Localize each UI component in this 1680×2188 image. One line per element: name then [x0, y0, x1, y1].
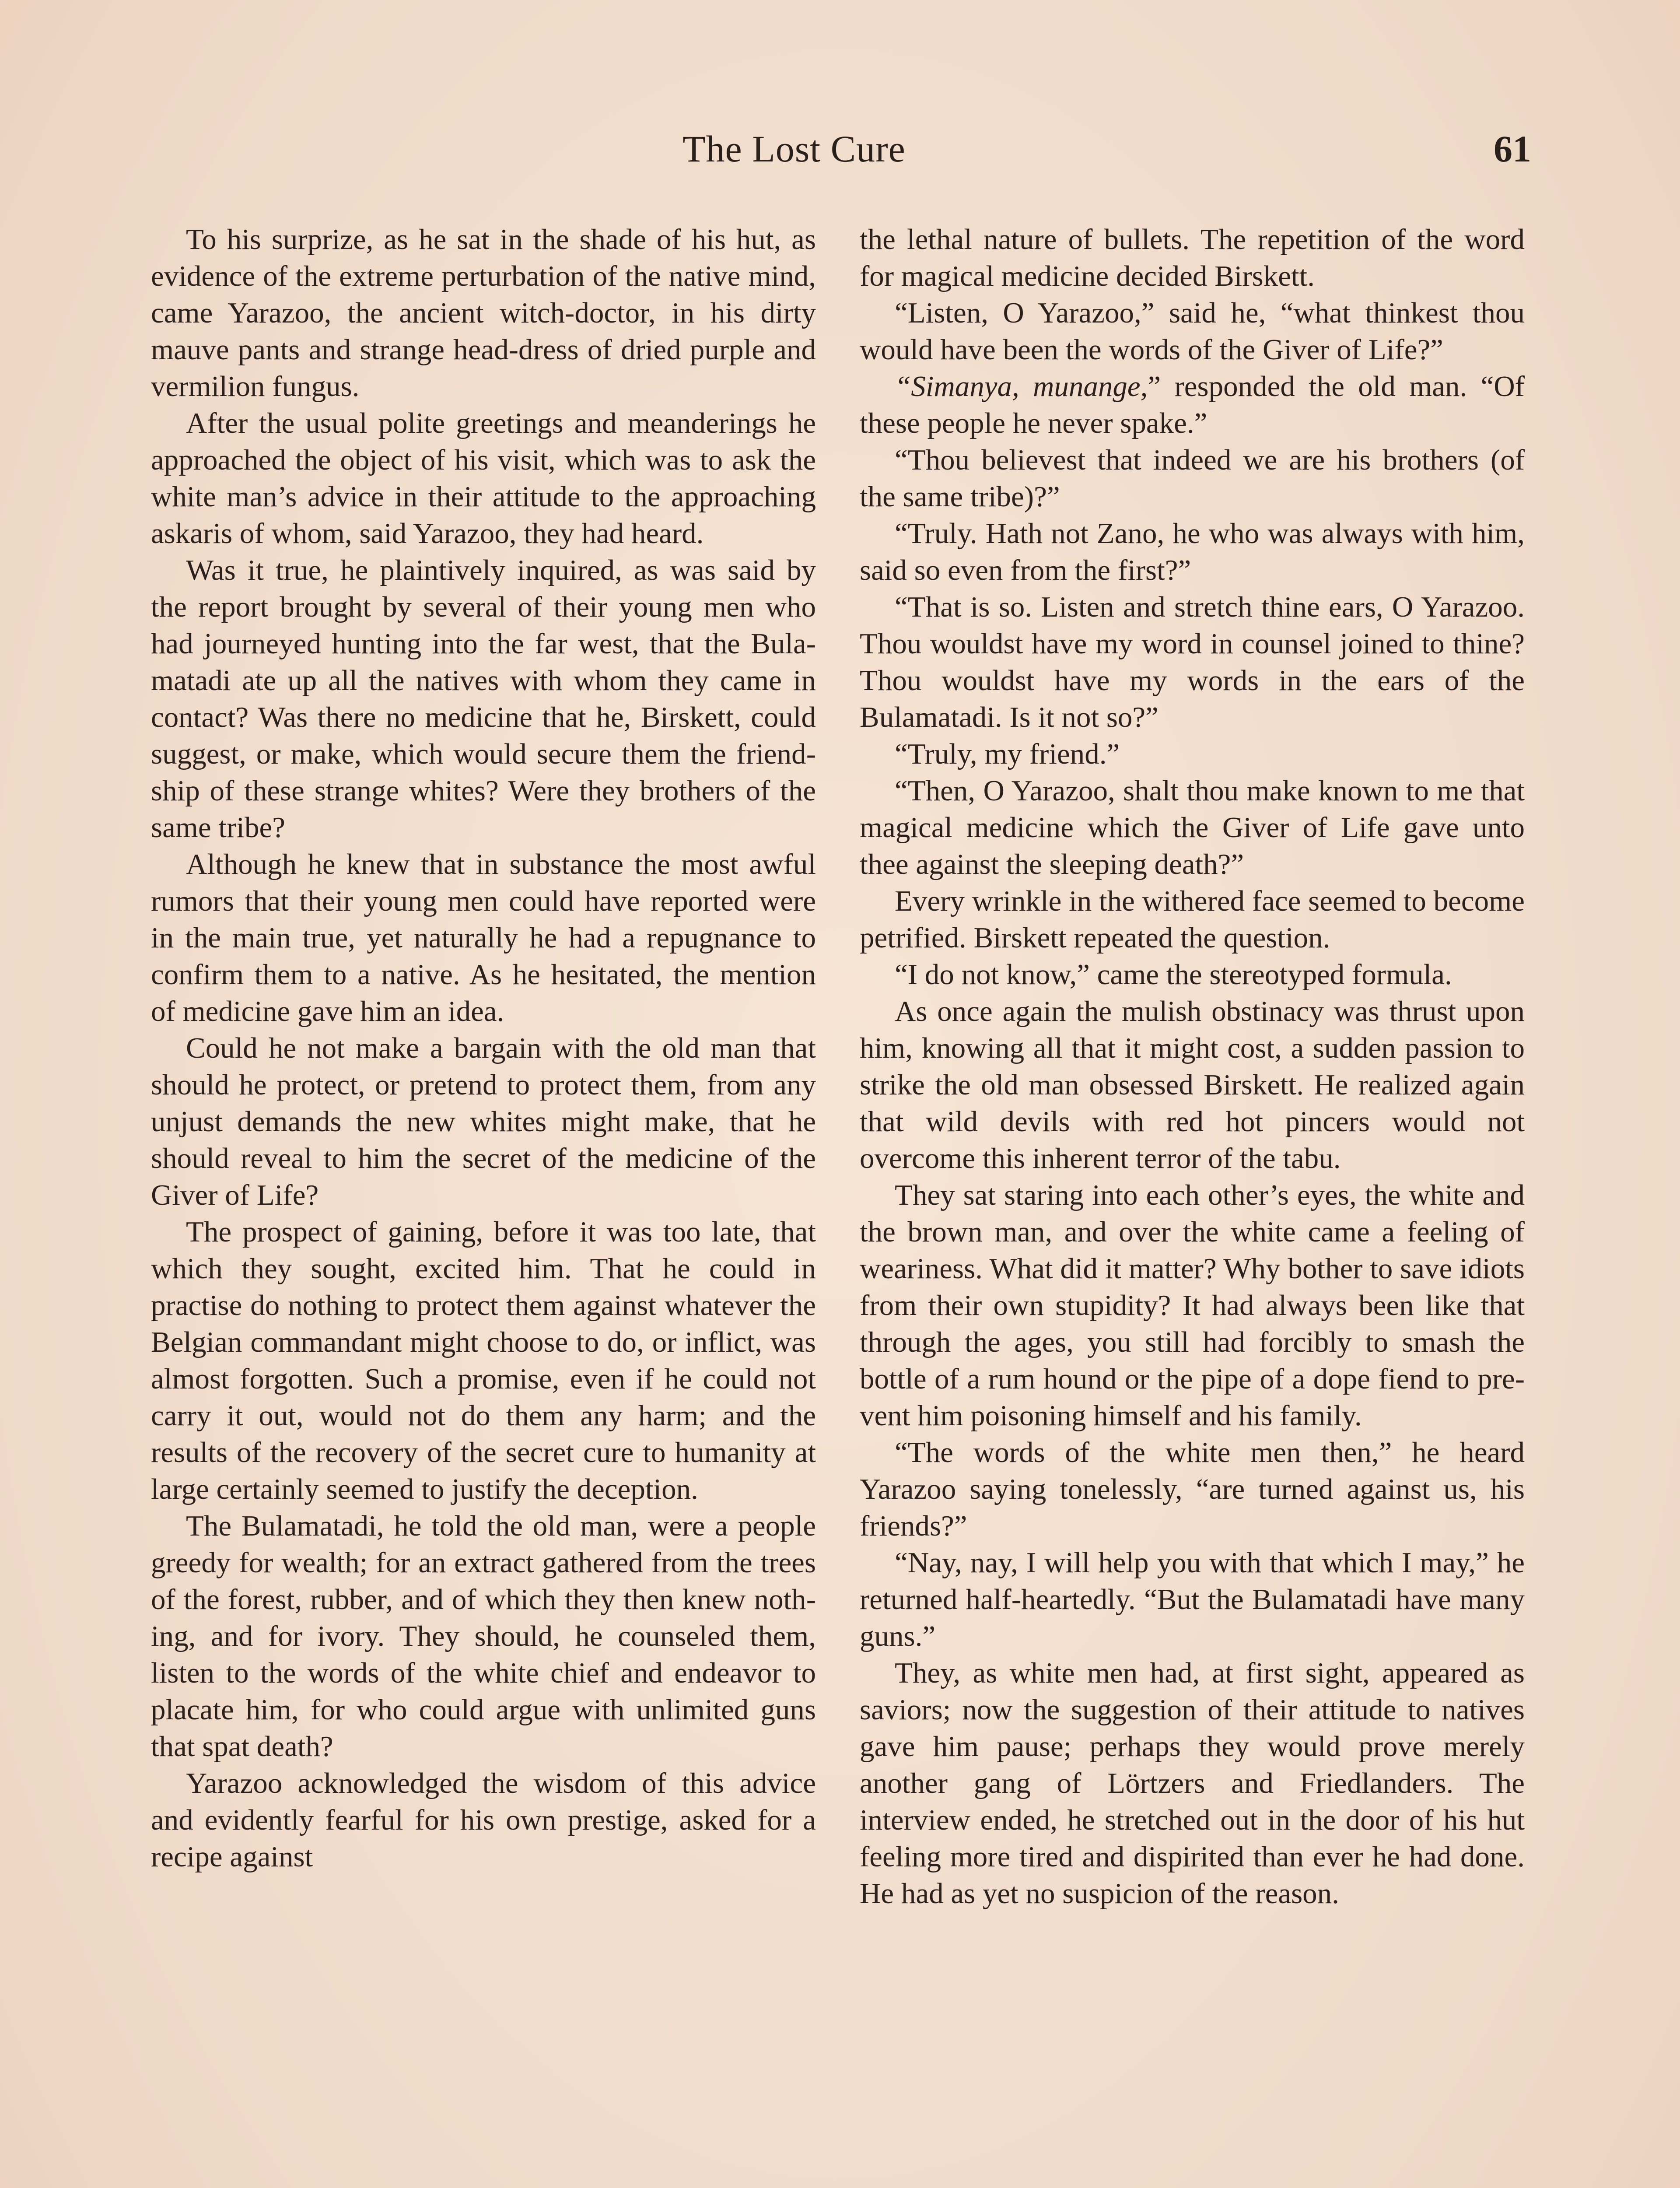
paragraph — [151, 1213, 816, 1508]
paragraph-text: As once again the mulish obstinacy was thrust upon him, knowing all that it might cost, a sudden passion to strike the old man obsessed Birskett. He realized again that wild devils with red hot pincers would not overcome this inherent terror of the tabu. — [860, 995, 1525, 1175]
italic-phrase: “Simanya, munange, — [895, 370, 1148, 403]
paragraph-text: “Listen, O Yarazoo,” said he, “what thinkest thou would have been the words of the Giver of Life?” — [860, 297, 1525, 366]
paragraph — [860, 442, 1525, 515]
paragraph-text: “Thou believest that indeed we are his brothers (of the same tribe)?” — [860, 444, 1525, 513]
paragraph-text: They, as white men had, at first sight, appeared as saviors; now the suggestion of their attitude to natives gave him pause; perhaps they would prove merely another gang of Lörtzers and Friedlanders. The interview ended, he stretched out in the door of his hut feeling more tired and dispirited than ever he had done. He had as yet no suspicion of the reason. — [860, 1657, 1525, 1910]
paragraph — [860, 589, 1525, 736]
paragraph-text: Every wrinkle in the withered face seemed to become petrified. Birskett repeated the question. — [860, 885, 1525, 954]
paragraph-text: Could he not make a bargain with the old man that should he protect, or pretend to protect them, from any unjust demands the new whites might make, that he should reveal to him the secret of the medicine of the Giver of Life? — [151, 1032, 816, 1211]
paragraph — [151, 1030, 816, 1213]
paragraph — [151, 221, 816, 405]
paragraph-text: The prospect of gaining, before it was too late, that which they sought, excited him. That he could in practise do nothing to protect them against whatever the Belgian commandant might choose to do, or inflict, was almost forgotten. Such a promise, even if he could not carry it out, would not do them any harm; and the results of the recovery of the secret cure to humanity at large certainly seemed to justify the deception. — [151, 1216, 816, 1505]
paragraph-text: “Nay, nay, I will help you with that which I may,” he returned half-heartedly. “But the Bulamatadi have many guns.” — [860, 1546, 1525, 1652]
paragraph — [860, 883, 1525, 956]
paragraph-text: Was it true, he plaintively inquired, as was said by the report brought by several of their young men who had journeyed hunting into the far west, that the Bulamatadi ate up all the natives with whom they came in contact? Was there no medicine that he, Birskett, could suggest, or make, which would secure them the friendship of these strange whites? Were they brothers of the same tribe? — [151, 554, 816, 844]
paragraph — [860, 1434, 1525, 1544]
right-column — [860, 221, 1525, 1912]
paragraph-text: ” responded the old man. “Of these people he never spake.” — [860, 370, 1525, 439]
paragraph-text: After the usual polite greetings and meanderings he approached the object of his visit, which was to ask the white man’s advice in their attitude to the approaching askaris of whom, said Yarazoo, they had heard. — [151, 407, 816, 550]
paragraph — [860, 1177, 1525, 1434]
paragraph-text: The Bulamatadi, he told the old man, were a people greedy for wealth; for an extract gathered from the trees of the forest, rubber, and of which they then knew nothing, and for ivory. They should, he counseled them, listen to the words of the white chief and endeavor to placate him, for who could argue with unlimited guns that spat death? — [151, 1510, 816, 1763]
paragraph — [860, 1655, 1525, 1912]
paragraph — [151, 1765, 816, 1875]
paragraph-text: “Then, O Yarazoo, shalt thou make known to me that magical medicine which the Giver of Life gave unto thee against the sleeping death?” — [860, 775, 1525, 880]
paragraph-text: Yarazoo acknowledged the wisdom of this advice and evidently fearful for his own prestige, asked for a recipe against — [151, 1767, 816, 1873]
paragraph — [151, 552, 816, 846]
paragraph — [860, 295, 1525, 368]
paragraph — [151, 846, 816, 1030]
page-number: 61 — [1494, 128, 1531, 170]
paragraph — [860, 221, 1525, 295]
paragraph — [860, 368, 1525, 442]
paragraph — [860, 515, 1525, 589]
paragraph — [860, 993, 1525, 1177]
paragraph — [860, 736, 1525, 772]
paragraph-text: They sat staring into each other’s eyes, the white and the brown man, and over the white came a feeling of weariness. What did it matter? Why bother to save idiots from their own stupidity? It had always been like that through the ages, you still had forcibly to smash the bottle of a rum hound or the pipe of a dope fiend to prevent him poisoning himself and his family. — [860, 1179, 1525, 1432]
running-title: The Lost Cure — [682, 128, 906, 170]
paragraph-text: “That is so. Listen and stretch thine ears, O Yarazoo. Thou wouldst have my word in counsel joined to thine? Thou wouldst have my words in the ears of the Bulamatadi. Is it not so?” — [860, 591, 1525, 733]
paragraph — [860, 956, 1525, 993]
paragraph — [151, 405, 816, 552]
paragraph-text: “Truly, my friend.” — [895, 738, 1120, 770]
paragraph — [151, 1508, 816, 1765]
left-column — [151, 221, 816, 1875]
paragraph — [860, 1544, 1525, 1655]
paragraph-text: “Truly. Hath not Zano, he who was always with him, said so even from the first?” — [860, 517, 1525, 586]
paragraph — [860, 772, 1525, 883]
paragraph-text: Although he knew that in substance the most awful rumors that their young men could have reported were in the main true, yet naturally he had a repugnance to confirm them to a native. As he hesitated, the mention of medicine gave him an idea. — [151, 848, 816, 1027]
paragraph-text: the lethal nature of bullets. The repetition of the word for magical medicine decided Birskett. — [860, 223, 1525, 292]
paragraph-text: To his surprize, as he sat in the shade of his hut, as evidence of the extreme perturbation of the native mind, came Yarazoo, the ancient witch-doctor, in his dirty mauve pants and strange head-dress of dried purple and vermilion fungus. — [151, 223, 816, 403]
paragraph-text: “The words of the white men then,” he heard Yarazoo saying tonelessly, “are turned against us, his friends?” — [860, 1436, 1525, 1542]
paragraph-text: “I do not know,” came the stereotyped formula. — [895, 958, 1452, 991]
